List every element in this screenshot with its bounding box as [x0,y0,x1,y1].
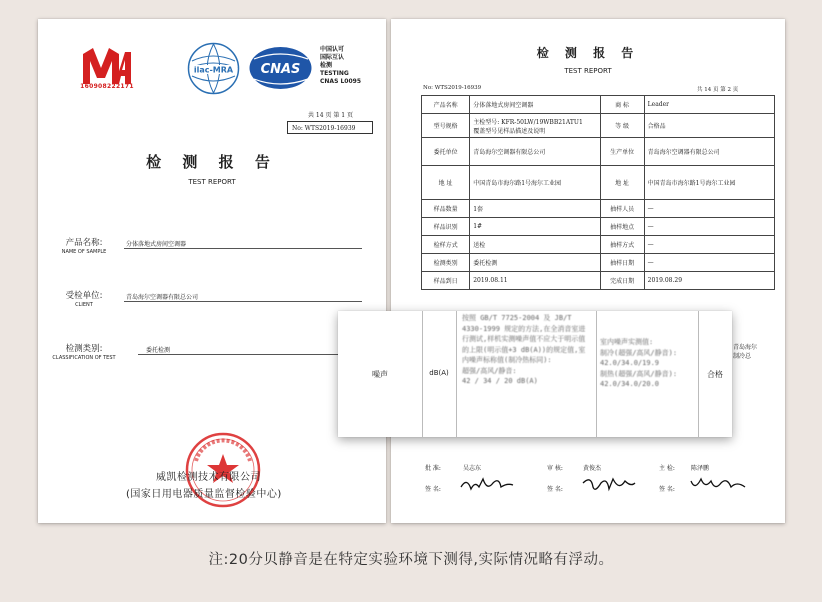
report-title: 检 测 报 告 [146,153,278,171]
signature-label-approver: 批 准: [425,465,441,472]
table-edge-text: 青岛海尔 制冷总 [733,344,758,360]
report-detail-page [391,19,785,523]
handwritten-signature [579,473,639,495]
signature-label-inspector: 主 检: [659,465,675,472]
table-row [422,236,775,254]
table-cell: — [644,254,774,272]
report-title: 检 测 报 告 [536,46,640,60]
table-cell: 抽样方式 [600,236,644,254]
ilac-mra-logo [186,41,241,96]
handwritten-signature [687,473,749,495]
issuer-subtitle: (国家日用电器质量监督检验中心) [126,489,282,500]
cnas-label: CNAS [260,62,301,77]
table-cell: 地 址 [422,166,470,200]
table-row [422,254,775,272]
table-row [422,200,775,218]
field-underline [138,354,362,355]
table-cell: 型号规格 [422,114,470,138]
report-number-box: No: WTS2019-16939 [287,121,373,134]
table-cell: 合格品 [644,114,774,138]
cnas-logo [248,45,313,91]
noise-test-detail-card [338,311,732,437]
sign-label: 签 名: [547,486,563,493]
table-cell: 抽样地点 [600,218,644,236]
test-verdict: 合格 [707,370,723,379]
issuer-name: 威凯检测技术有限公司 [156,472,261,483]
report-subtitle: TEST REPORT [564,67,612,75]
table-cell: 抽样日期 [600,254,644,272]
table-cell: 生产单位 [600,138,644,166]
table-row [422,272,775,290]
sign-label: 签 名: [425,486,441,493]
table-cell: 分体落地式房间空调器 [470,96,600,114]
table-cell: 委托检测 [470,254,600,272]
field-label-client: 受检单位: CLIENT [65,291,103,308]
handwritten-signature [457,473,517,495]
table-row [422,114,775,138]
table-cell: 样品数量 [422,200,470,218]
table-cell: 中国青岛市海尔路1号海尔工业园 [644,166,774,200]
report-number: No: WTS2019-16939 [423,85,482,91]
table-cell: 送检 [470,236,600,254]
table-cell: 青岛海尔空调器有限总公司 [644,138,774,166]
test-result: 室内噪声实测值: 制冷(超强/高风/静音): 42.0/34.0/19.9 制热(超强/高风/静音): 42.0/34.0/20.0 [600,338,678,388]
sign-label: 签 名: [659,486,675,493]
ilac-label: ilac-MRA [193,65,234,75]
page-count: 共 14 页 第 2 页 [697,87,739,93]
table-cell: 1套 [470,200,600,218]
table-cell: 委托单位 [422,138,470,166]
table-cell: Leader [644,96,774,114]
cma-number: 160908222171 [80,83,134,90]
test-item: 噪声 [372,370,388,379]
table-row [422,138,775,166]
field-value-sample-name: 分体落地式房间空调器 [126,241,187,248]
table-cell: 2019.08.29 [644,272,774,290]
table-cell: 1# [470,218,600,236]
table-cell: 检样方式 [422,236,470,254]
field-underline [124,301,362,302]
report-subtitle: TEST REPORT [188,178,236,186]
field-label-test-classification: 检测类别: CLASSIFICATION OF TEST [52,344,116,361]
signature-name-reviewer: 黄俊杰 [583,465,602,472]
field-value-test-classification: 委托检测 [146,347,171,354]
table-cell: 主检型号: KFR-50LW/19WBB21ATU1 覆盖型号见样品描述及说明 [470,114,600,138]
report-info-table [421,95,775,290]
report-cover-page [38,19,386,523]
table-cell: 产品名称 [422,96,470,114]
footnote: 注:20分贝静音是在特定实验环境下测得,实际情况略有浮动。 [208,552,614,568]
table-cell: 样品识别 [422,218,470,236]
table-row [422,218,775,236]
table-cell: 2019.08.11 [470,272,600,290]
table-cell: — [644,236,774,254]
table-cell: 地 址 [600,166,644,200]
cnas-accreditation-text: 中国认可 国际互认 检测 TESTING CNAS L0095 [320,46,362,85]
test-unit: dB(A) [429,369,449,377]
signature-name-inspector: 陈泽鹏 [691,465,710,472]
table-cell: — [644,218,774,236]
page-count: 共 14 页 第 1 页 [308,112,353,119]
table-row [422,96,775,114]
test-requirement: 按照 GB/T 7725-2004 及 JB/T 4330-1999 规定的方法,在全消音室进行测试,样机实测噪声值不应大于明示值的上限(明示值+3 dB(A))的规定值,室内噪声标称值(制冷热标同): 超强/高风/静音: 42 / 34 / 20 dB(A) [462,314,586,385]
signature-label-reviewer: 审 核: [547,465,563,472]
table-cell: 完成日期 [600,272,644,290]
field-underline [124,248,362,249]
table-row [422,166,775,200]
signature-name-approver: 吴志东 [463,465,482,472]
table-cell: 中国青岛市海尔路1号海尔工业园 [470,166,600,200]
field-label-sample-name: 产品名称: NAME OF SAMPLE [61,238,107,255]
table-cell: 商 标 [600,96,644,114]
table-cell: 样品到日 [422,272,470,290]
table-cell: 等 级 [600,114,644,138]
table-cell: 抽样人员 [600,200,644,218]
table-cell: 检测类别 [422,254,470,272]
field-value-client: 青岛海尔空调器有限总公司 [126,294,199,301]
table-cell: 青岛海尔空调器有限总公司 [470,138,600,166]
table-cell: — [644,200,774,218]
